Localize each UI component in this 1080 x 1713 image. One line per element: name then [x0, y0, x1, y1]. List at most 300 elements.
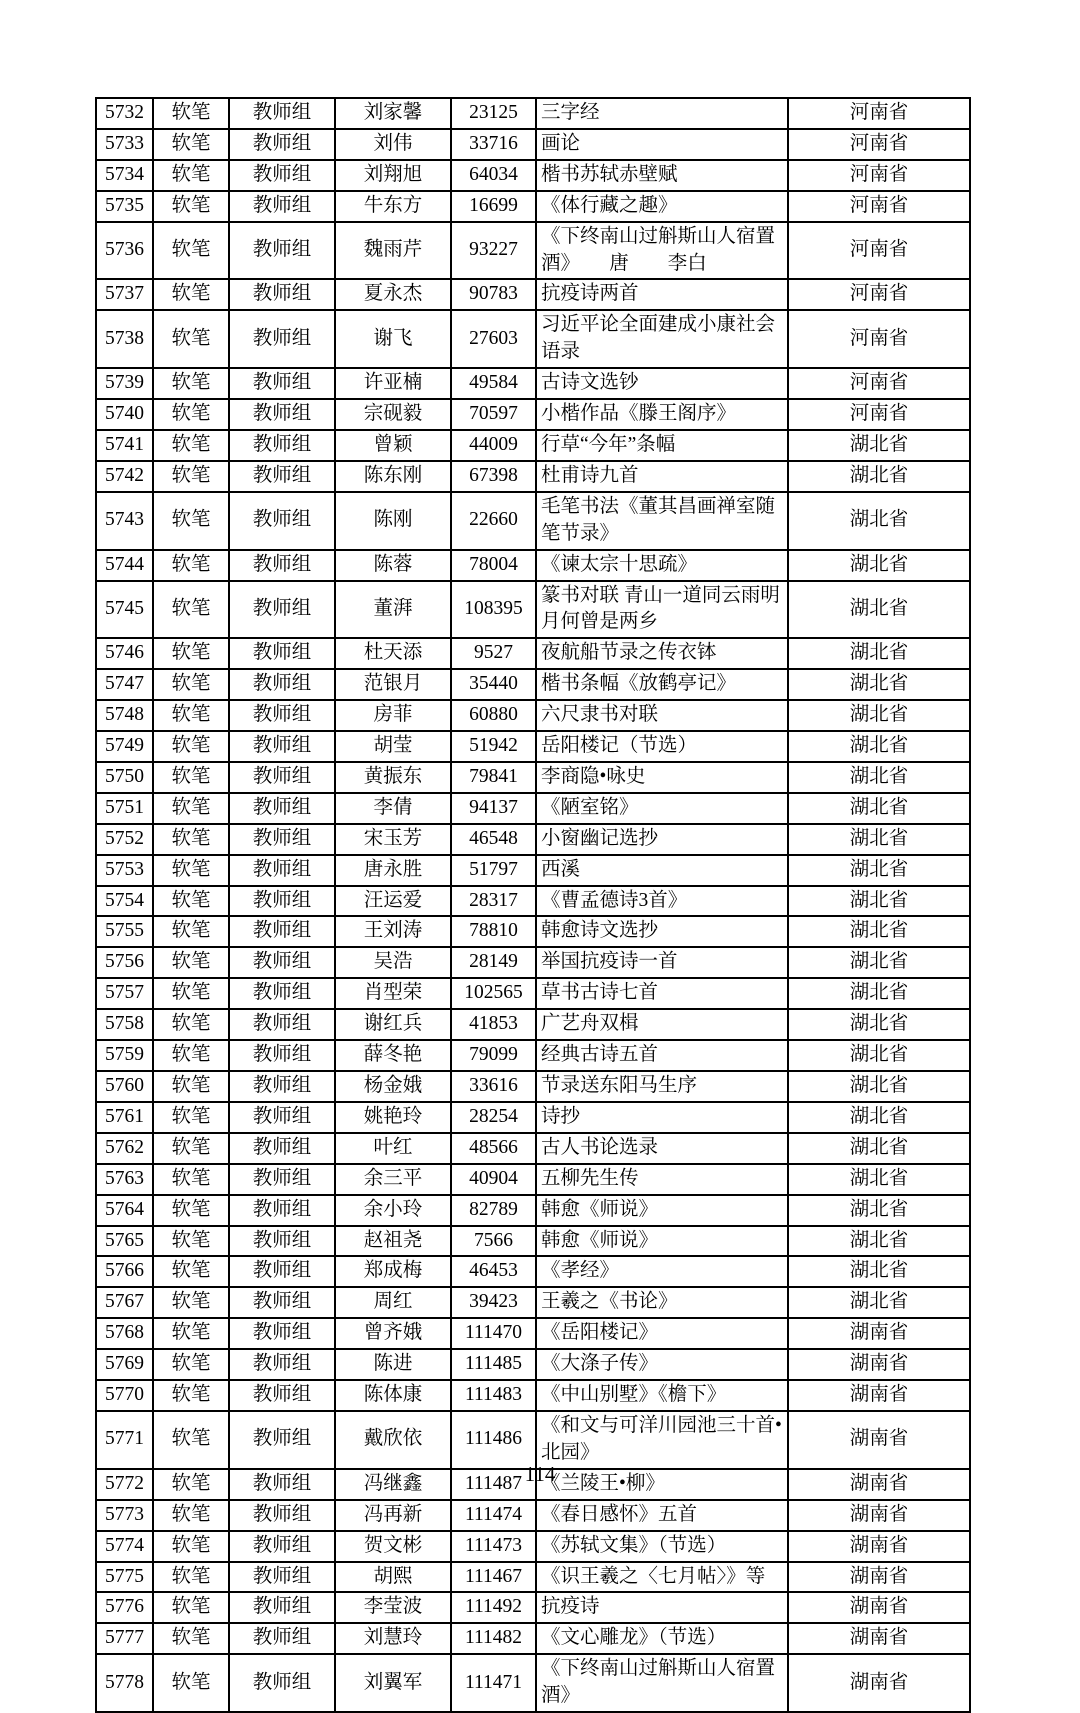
row-sequence: 5776	[96, 1592, 153, 1623]
row-work-title: 《孝经》	[536, 1256, 788, 1287]
table-row	[96, 310, 970, 368]
row-group: 教师组	[229, 700, 335, 731]
table-row	[96, 129, 970, 160]
table-row	[96, 978, 970, 1009]
row-work-title: 五柳先生传	[536, 1164, 788, 1195]
row-group: 教师组	[229, 399, 335, 430]
row-category: 软笔	[153, 916, 229, 947]
row-name: 冯继鑫	[335, 1469, 451, 1500]
table-row	[96, 461, 970, 492]
row-sequence: 5750	[96, 762, 153, 793]
row-number: 51942	[451, 731, 536, 762]
row-region: 湖南省	[788, 1469, 970, 1500]
row-name: 曾齐娥	[335, 1318, 451, 1349]
table-row	[96, 1654, 970, 1712]
row-work-title: 三字经	[536, 98, 788, 129]
row-region: 河南省	[788, 368, 970, 399]
row-category: 软笔	[153, 550, 229, 581]
row-region: 湖北省	[788, 700, 970, 731]
row-name: 汪运爱	[335, 886, 451, 917]
table-row	[96, 638, 970, 669]
row-sequence: 5764	[96, 1195, 153, 1226]
row-sequence: 5767	[96, 1287, 153, 1318]
row-region: 河南省	[788, 279, 970, 310]
row-sequence: 5747	[96, 669, 153, 700]
row-number: 27603	[451, 310, 536, 368]
row-group: 教师组	[229, 191, 335, 222]
row-region: 湖南省	[788, 1531, 970, 1562]
row-number: 40904	[451, 1164, 536, 1195]
table-row	[96, 1009, 970, 1040]
row-name: 宗砚毅	[335, 399, 451, 430]
table-row	[96, 731, 970, 762]
row-group: 教师组	[229, 762, 335, 793]
row-category: 软笔	[153, 1318, 229, 1349]
row-name: 谢红兵	[335, 1009, 451, 1040]
row-category: 软笔	[153, 1164, 229, 1195]
row-name: 刘翼军	[335, 1654, 451, 1712]
row-name: 曾颖	[335, 430, 451, 461]
row-name: 许亚楠	[335, 368, 451, 399]
row-work-title: 画论	[536, 129, 788, 160]
row-category: 软笔	[153, 947, 229, 978]
row-region: 湖北省	[788, 492, 970, 550]
row-group: 教师组	[229, 978, 335, 1009]
row-number: 46453	[451, 1256, 536, 1287]
row-work-title: 古人书论选录	[536, 1133, 788, 1164]
row-sequence: 5765	[96, 1226, 153, 1257]
row-number: 111473	[451, 1531, 536, 1562]
row-work-title: 《体行藏之趣》	[536, 191, 788, 222]
row-name: 董湃	[335, 581, 451, 639]
row-name: 杜天添	[335, 638, 451, 669]
row-work-title: 节录送东阳马生序	[536, 1071, 788, 1102]
row-group: 教师组	[229, 160, 335, 191]
row-number: 111474	[451, 1500, 536, 1531]
row-number: 111486	[451, 1411, 536, 1469]
table-row	[96, 550, 970, 581]
row-region: 湖南省	[788, 1623, 970, 1654]
row-category: 软笔	[153, 1195, 229, 1226]
row-name: 范银月	[335, 669, 451, 700]
row-work-title: 抗疫诗	[536, 1592, 788, 1623]
row-work-title: 夜航船节录之传衣钵	[536, 638, 788, 669]
table-row	[96, 947, 970, 978]
row-region: 湖北省	[788, 550, 970, 581]
row-sequence: 5740	[96, 399, 153, 430]
row-region: 湖北省	[788, 1195, 970, 1226]
table-row	[96, 762, 970, 793]
table-row	[96, 98, 970, 129]
row-name: 杨金娥	[335, 1071, 451, 1102]
row-sequence: 5766	[96, 1256, 153, 1287]
row-sequence: 5755	[96, 916, 153, 947]
row-name: 刘慧玲	[335, 1623, 451, 1654]
row-work-title: 李商隐•咏史	[536, 762, 788, 793]
row-group: 教师组	[229, 1318, 335, 1349]
row-name: 郑成梅	[335, 1256, 451, 1287]
row-region: 湖南省	[788, 1380, 970, 1411]
row-sequence: 5769	[96, 1349, 153, 1380]
row-work-title: 诗抄	[536, 1102, 788, 1133]
row-work-title: 王羲之《书论》	[536, 1287, 788, 1318]
row-region: 湖南省	[788, 1592, 970, 1623]
row-region: 河南省	[788, 191, 970, 222]
table-row	[96, 1500, 970, 1531]
row-name: 宋玉芳	[335, 824, 451, 855]
row-work-title: 《下终南山过斛斯山人宿置酒》	[536, 1654, 788, 1712]
row-number: 28149	[451, 947, 536, 978]
row-work-title: 《文心雕龙》（节选）	[536, 1623, 788, 1654]
row-group: 教师组	[229, 368, 335, 399]
row-work-title: 《陋室铭》	[536, 793, 788, 824]
row-group: 教师组	[229, 1531, 335, 1562]
row-number: 111487	[451, 1469, 536, 1500]
table-row	[96, 700, 970, 731]
row-category: 软笔	[153, 1654, 229, 1712]
row-sequence: 5760	[96, 1071, 153, 1102]
row-category: 软笔	[153, 1256, 229, 1287]
row-category: 软笔	[153, 731, 229, 762]
table-row	[96, 1071, 970, 1102]
row-sequence: 5749	[96, 731, 153, 762]
row-region: 河南省	[788, 129, 970, 160]
row-region: 湖南省	[788, 1318, 970, 1349]
row-name: 胡熙	[335, 1562, 451, 1593]
row-group: 教师组	[229, 886, 335, 917]
table-row	[96, 669, 970, 700]
row-work-title: 篆书对联 青山一道同云雨明月何曾是两乡	[536, 581, 788, 639]
row-sequence: 5737	[96, 279, 153, 310]
row-sequence: 5774	[96, 1531, 153, 1562]
table-row	[96, 1256, 970, 1287]
row-region: 湖南省	[788, 1562, 970, 1593]
row-work-title: 草书古诗七首	[536, 978, 788, 1009]
row-sequence: 5739	[96, 368, 153, 399]
row-sequence: 5742	[96, 461, 153, 492]
row-category: 软笔	[153, 129, 229, 160]
row-group: 教师组	[229, 1349, 335, 1380]
row-name: 陈进	[335, 1349, 451, 1380]
table-row	[96, 368, 970, 399]
row-region: 湖北省	[788, 762, 970, 793]
table-row	[96, 222, 970, 280]
row-name: 陈蓉	[335, 550, 451, 581]
row-group: 教师组	[229, 916, 335, 947]
row-number: 111470	[451, 1318, 536, 1349]
row-number: 78810	[451, 916, 536, 947]
row-region: 湖北省	[788, 1226, 970, 1257]
row-work-title: 韩愈诗文选抄	[536, 916, 788, 947]
row-sequence: 5734	[96, 160, 153, 191]
row-region: 河南省	[788, 160, 970, 191]
row-name: 薛冬艳	[335, 1040, 451, 1071]
row-category: 软笔	[153, 762, 229, 793]
table-row	[96, 1195, 970, 1226]
row-region: 湖北省	[788, 461, 970, 492]
row-number: 67398	[451, 461, 536, 492]
row-region: 河南省	[788, 310, 970, 368]
row-group: 教师组	[229, 731, 335, 762]
row-group: 教师组	[229, 1562, 335, 1593]
row-work-title: 杜甫诗九首	[536, 461, 788, 492]
row-number: 94137	[451, 793, 536, 824]
row-sequence: 5733	[96, 129, 153, 160]
row-name: 黄振东	[335, 762, 451, 793]
row-sequence: 5761	[96, 1102, 153, 1133]
row-group: 教师组	[229, 947, 335, 978]
row-sequence: 5778	[96, 1654, 153, 1712]
row-number: 90783	[451, 279, 536, 310]
row-name: 戴欣依	[335, 1411, 451, 1469]
row-group: 教师组	[229, 1411, 335, 1469]
row-work-title: 楷书条幅《放鹤亭记》	[536, 669, 788, 700]
table-row	[96, 1226, 970, 1257]
table-row	[96, 1318, 970, 1349]
row-category: 软笔	[153, 368, 229, 399]
row-name: 余三平	[335, 1164, 451, 1195]
row-category: 软笔	[153, 1500, 229, 1531]
table-row	[96, 855, 970, 886]
row-sequence: 5759	[96, 1040, 153, 1071]
row-work-title: 经典古诗五首	[536, 1040, 788, 1071]
row-group: 教师组	[229, 824, 335, 855]
row-category: 软笔	[153, 1133, 229, 1164]
row-work-title: 《和文与可洋川园池三十首•北园》	[536, 1411, 788, 1469]
table-row	[96, 1133, 970, 1164]
table-row	[96, 1562, 970, 1593]
row-work-title: 古诗文选钞	[536, 368, 788, 399]
row-category: 软笔	[153, 399, 229, 430]
row-region: 湖北省	[788, 638, 970, 669]
row-group: 教师组	[229, 1226, 335, 1257]
row-work-title: 行草“今年”条幅	[536, 430, 788, 461]
row-category: 软笔	[153, 1040, 229, 1071]
row-number: 82789	[451, 1195, 536, 1226]
row-sequence: 5746	[96, 638, 153, 669]
row-group: 教师组	[229, 1133, 335, 1164]
row-number: 16699	[451, 191, 536, 222]
row-name: 陈体康	[335, 1380, 451, 1411]
row-category: 软笔	[153, 1531, 229, 1562]
row-work-title: 《春日感怀》五首	[536, 1500, 788, 1531]
row-category: 软笔	[153, 1623, 229, 1654]
row-work-title: 韩愈《师说》	[536, 1195, 788, 1226]
row-group: 教师组	[229, 669, 335, 700]
row-sequence: 5754	[96, 886, 153, 917]
row-group: 教师组	[229, 98, 335, 129]
row-category: 软笔	[153, 492, 229, 550]
row-number: 33616	[451, 1071, 536, 1102]
row-name: 姚艳玲	[335, 1102, 451, 1133]
table-row	[96, 191, 970, 222]
row-sequence: 5751	[96, 793, 153, 824]
row-name: 刘伟	[335, 129, 451, 160]
row-region: 湖北省	[788, 978, 970, 1009]
table-row	[96, 430, 970, 461]
table-row	[96, 279, 970, 310]
row-region: 湖北省	[788, 855, 970, 886]
row-region: 湖北省	[788, 916, 970, 947]
row-category: 软笔	[153, 160, 229, 191]
row-region: 湖北省	[788, 731, 970, 762]
table-row	[96, 1287, 970, 1318]
row-category: 软笔	[153, 669, 229, 700]
row-group: 教师组	[229, 1256, 335, 1287]
row-work-title: 《曹孟德诗3首》	[536, 886, 788, 917]
row-category: 软笔	[153, 886, 229, 917]
row-number: 41853	[451, 1009, 536, 1040]
row-work-title: 抗疫诗两首	[536, 279, 788, 310]
row-group: 教师组	[229, 793, 335, 824]
row-name: 李倩	[335, 793, 451, 824]
row-work-title: 《谏太宗十思疏》	[536, 550, 788, 581]
row-category: 软笔	[153, 824, 229, 855]
row-work-title: 《中山别墅》《檐下》	[536, 1380, 788, 1411]
row-region: 河南省	[788, 222, 970, 280]
row-category: 软笔	[153, 279, 229, 310]
page-number: 114	[524, 1462, 556, 1486]
row-region: 湖北省	[788, 1040, 970, 1071]
row-category: 软笔	[153, 98, 229, 129]
row-number: 39423	[451, 1287, 536, 1318]
row-sequence: 5770	[96, 1380, 153, 1411]
row-name: 陈东刚	[335, 461, 451, 492]
row-number: 79099	[451, 1040, 536, 1071]
row-group: 教师组	[229, 1287, 335, 1318]
row-category: 软笔	[153, 1349, 229, 1380]
row-region: 湖北省	[788, 947, 970, 978]
row-category: 软笔	[153, 222, 229, 280]
row-sequence: 5758	[96, 1009, 153, 1040]
row-category: 软笔	[153, 191, 229, 222]
row-group: 教师组	[229, 279, 335, 310]
row-group: 教师组	[229, 129, 335, 160]
row-name: 叶红	[335, 1133, 451, 1164]
row-group: 教师组	[229, 550, 335, 581]
row-work-title: 《苏轼文集》（节选）	[536, 1531, 788, 1562]
row-work-title: 岳阳楼记（节选）	[536, 731, 788, 762]
row-category: 软笔	[153, 793, 229, 824]
row-work-title: 小楷作品《滕王阁序》	[536, 399, 788, 430]
row-group: 教师组	[229, 1500, 335, 1531]
row-group: 教师组	[229, 581, 335, 639]
row-region: 湖北省	[788, 1133, 970, 1164]
row-work-title: 《大涤子传》	[536, 1349, 788, 1380]
row-sequence: 5777	[96, 1623, 153, 1654]
row-category: 软笔	[153, 700, 229, 731]
table-row	[96, 1102, 970, 1133]
row-name: 胡莹	[335, 731, 451, 762]
row-group: 教师组	[229, 1102, 335, 1133]
row-name: 李莹波	[335, 1592, 451, 1623]
row-name: 陈刚	[335, 492, 451, 550]
row-category: 软笔	[153, 1411, 229, 1469]
row-sequence: 5744	[96, 550, 153, 581]
row-name: 魏雨芹	[335, 222, 451, 280]
row-group: 教师组	[229, 492, 335, 550]
row-sequence: 5732	[96, 98, 153, 129]
row-name: 唐永胜	[335, 855, 451, 886]
table-row	[96, 886, 970, 917]
row-category: 软笔	[153, 1102, 229, 1133]
row-number: 108395	[451, 581, 536, 639]
row-number: 51797	[451, 855, 536, 886]
row-region: 湖北省	[788, 793, 970, 824]
row-category: 软笔	[153, 1287, 229, 1318]
row-group: 教师组	[229, 1380, 335, 1411]
row-region: 湖北省	[788, 1071, 970, 1102]
row-region: 湖北省	[788, 886, 970, 917]
row-number: 35440	[451, 669, 536, 700]
row-number: 70597	[451, 399, 536, 430]
row-work-title: 楷书苏轼赤壁赋	[536, 160, 788, 191]
row-group: 教师组	[229, 310, 335, 368]
row-category: 软笔	[153, 581, 229, 639]
table-row	[96, 492, 970, 550]
row-name: 夏永杰	[335, 279, 451, 310]
row-work-title: 《兰陵王•柳》	[536, 1469, 788, 1500]
row-group: 教师组	[229, 1164, 335, 1195]
row-name: 贺文彬	[335, 1531, 451, 1562]
row-number: 9527	[451, 638, 536, 669]
row-work-title: 毛笔书法《董其昌画禅室随笔节录》	[536, 492, 788, 550]
row-name: 余小玲	[335, 1195, 451, 1226]
row-region: 湖北省	[788, 1256, 970, 1287]
table-row	[96, 1411, 970, 1469]
table-row	[96, 793, 970, 824]
row-number: 44009	[451, 430, 536, 461]
row-work-title: 小窗幽记选抄	[536, 824, 788, 855]
row-work-title: 韩愈《师说》	[536, 1226, 788, 1257]
row-number: 22660	[451, 492, 536, 550]
row-group: 教师组	[229, 1469, 335, 1500]
row-name: 房菲	[335, 700, 451, 731]
row-work-title: 《下终南山过斛斯山人宿置酒》 唐 李白	[536, 222, 788, 280]
row-work-title: 《识王羲之〈七月帖〉》等	[536, 1562, 788, 1593]
row-sequence: 5762	[96, 1133, 153, 1164]
row-group: 教师组	[229, 1009, 335, 1040]
row-sequence: 5753	[96, 855, 153, 886]
table-row	[96, 1592, 970, 1623]
table-row	[96, 399, 970, 430]
row-category: 软笔	[153, 461, 229, 492]
table-row	[96, 1349, 970, 1380]
row-group: 教师组	[229, 638, 335, 669]
row-sequence: 5752	[96, 824, 153, 855]
row-name: 刘家馨	[335, 98, 451, 129]
row-region: 湖南省	[788, 1500, 970, 1531]
table-row	[96, 916, 970, 947]
row-number: 49584	[451, 368, 536, 399]
row-group: 教师组	[229, 1040, 335, 1071]
row-category: 软笔	[153, 855, 229, 886]
row-work-title: 广艺舟双楫	[536, 1009, 788, 1040]
row-number: 46548	[451, 824, 536, 855]
row-sequence: 5768	[96, 1318, 153, 1349]
row-category: 软笔	[153, 1592, 229, 1623]
row-number: 79841	[451, 762, 536, 793]
row-sequence: 5756	[96, 947, 153, 978]
row-region: 湖北省	[788, 824, 970, 855]
row-group: 教师组	[229, 222, 335, 280]
row-name: 赵祖尧	[335, 1226, 451, 1257]
table-row	[96, 824, 970, 855]
row-sequence: 5771	[96, 1411, 153, 1469]
row-group: 教师组	[229, 430, 335, 461]
row-sequence: 5775	[96, 1562, 153, 1593]
row-sequence: 5741	[96, 430, 153, 461]
